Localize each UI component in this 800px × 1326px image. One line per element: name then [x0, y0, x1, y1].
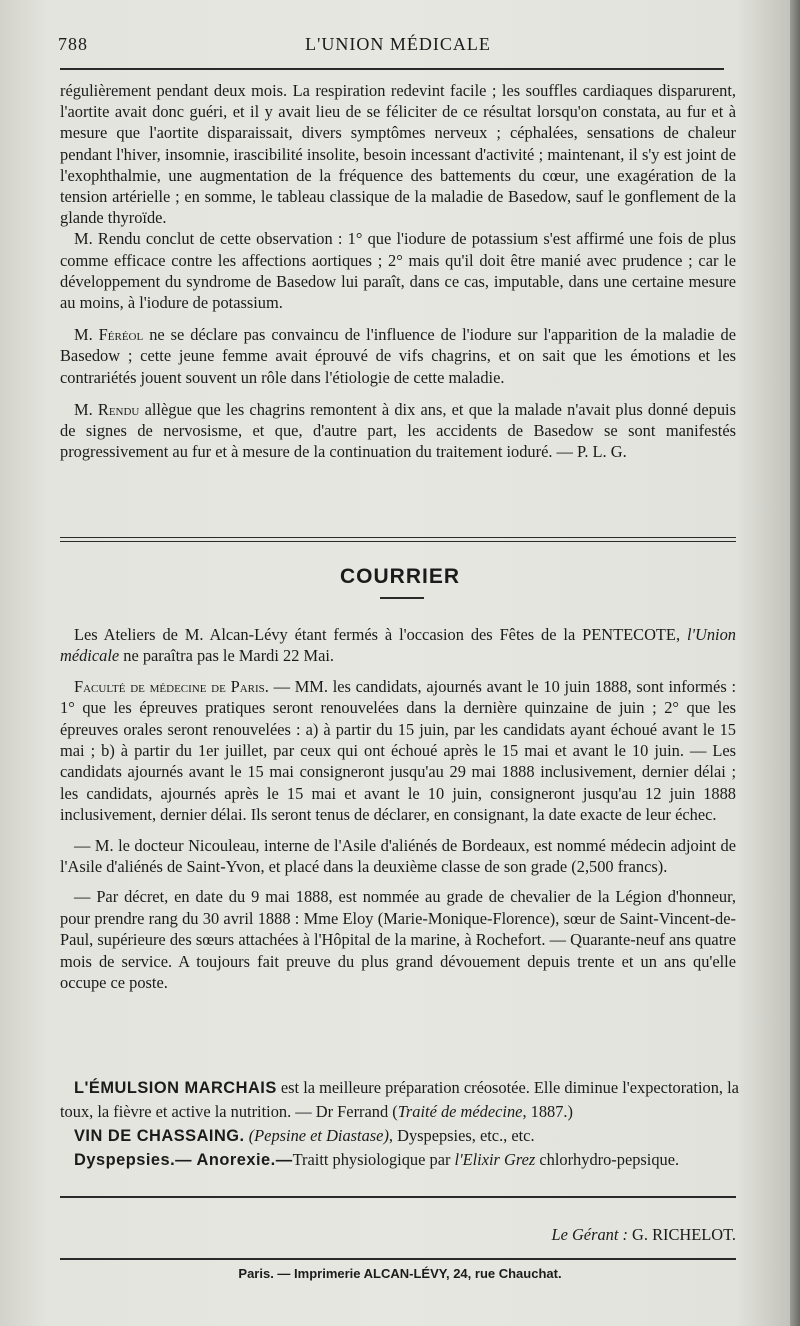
courrier-body [60, 624, 736, 994]
footer-rule [60, 1196, 736, 1198]
printer-imprint: Paris. — Imprimerie ALCAN-LÉVY, 24, rue Chauchat. [238, 1266, 562, 1281]
faculty-heading: Faculté de médecine de Paris. [74, 676, 269, 696]
article-paragraph: M. Rendu conclut de cette observation : 1° que l'iodure de potassium s'est affirmé une fois de plus comme efficace contre les affections aortiques ; 2° mais qu'il doit être manié avec prudence ; car le développement du syndrome de Basedow lui paraît, dans ce cas, imputable, dans une certaine mesure au moins, à l'iodure de potassium. [60, 229, 736, 313]
article-paragraph: régulièrement pendant deux mois. La respiration redevint facile ; les souffles cardiaques disparurent, l'aortite avait donc guéri, et il y avait lieu de se féliciter de ce résultat lorsqu'on constata, au fur et à mesure que l'aortite disparaissait, divers symptômes nerveux ; céphalées, sensations de chaleur pendant l'hiver, insomnie, irascibilité insolite, besoin incessant d'activité ; maintenant, il s'y est joint de l'exophthalmie, une augmentation de la fréquence des battements du cœur, une exagération de la tension artérielle ; en somme, le tableau classique de la maladie de Basedow, sauf le gonflement de la glande thyroïde. [60, 81, 736, 228]
news-paragraph: — Par décret, en date du 9 mai 1888, est nommée au grade de chevalier de la Légion d'honneur, pour prendre rang du 30 avril 1888 : Mme Eloy (Marie-Monique-Florence), sœur de Saint-Vincent-de-Paul, supérieure des sœurs attachées à l'Hôpital de la marine, à Rochefort. — Quarante-neuf ans quatre mois de service. A toujours fait preuve du plus grand dévouement depuis trente et un ans qu'elle occupe ce poste. [60, 887, 736, 993]
title-rule [380, 597, 424, 599]
speaker-name: M. Rendu [74, 399, 140, 419]
page-edge-shadow [790, 0, 800, 1326]
ad-emulsion: L'ÉMULSION MARCHAIS est la meilleure préparation créosotée. Elle diminue l'expectoration, la toux, la fièvre et active la nutrition. — Dr Ferrand (Traité de médecine, 1887.) [60, 1078, 739, 1121]
page-header [58, 34, 738, 55]
ad-vin: VIN DE CHASSAING. (Pepsine et Diastase), Dyspepsies, etc., etc. [74, 1126, 535, 1145]
article-paragraph: M. Féréol ne se déclare pas convaincu de l'influence de l'iodure sur l'apparition de la maladie de Basedow ; cette jeune femme avait éprouvé de vifs chagrins, et on sait que les émotions et les contrariétés jouent souvent un rôle dans l'étiologie de cette maladie. [60, 325, 737, 387]
article-paragraph: M. Rendu allègue que les chagrins remontent à dix ans, et que la malade n'avait plus donné depuis de signes de nervosisme, et que, d'autre part, les accidents de Basedow se sont manifestés progressivement au fur et à mesure de la continuation du traitement ioduré. — P. L. G. [60, 399, 736, 462]
news-paragraph: Les Ateliers de M. Alcan-Lévy étant fermés à l'occasion des Fêtes de la PENTECOTE, l'Union médicale ne paraîtra pas le Mardi 22 Mai. [60, 625, 736, 666]
gerant-signature: Le Gérant : G. RICHELOT. [551, 1225, 736, 1244]
ad-elixir: Dyspepsies.— Anorexie.—Traitt physiologique par l'Elixir Grez chlorhydro-pepsique. [74, 1150, 680, 1169]
journal-title: L'UNION MÉDICALE [305, 34, 491, 54]
news-paragraph: Faculté de médecine de Paris. — MM. les candidats, ajournés avant le 10 juin 1888, sont informés : 1° que les épreuves pratiques seront renouvelées dans la dernière quinzaine de juin ; 2° que les épreuves orales seront renouvelées : a) à partir du 15 juin, par les candidats ayant échoué avant le 15 mai ; b) à partir du 1er juillet, par ceux qui ont échoué après le 15 mai et avant le 10 juin. — Les candidats ajournés avant le 15 mai consigneront jusqu'au 29 mai 1888 inclusivement, dernier délai ; les candidats, ajournés après le 15 mai et avant le 10 juin, consigneront jusqu'au 12 juin 1888 inclusivement, dernier délai. Ils seront tenus de déclarer, en consignant, la date exacte de leur échec. [60, 676, 736, 825]
section-divider [60, 537, 736, 542]
speaker-name: M. Féréol [74, 325, 144, 345]
article-body [60, 80, 736, 462]
news-paragraph: — M. le docteur Nicouleau, interne de l'Asile d'aliénés de Bordeaux, est nommé médecin adjoint de l'Asile d'aliénés de Saint-Yvon, et placé dans la deuxième classe de son grade (2,500 francs). [60, 835, 736, 877]
page-number: 788 [58, 34, 88, 54]
footer-rule [60, 1258, 736, 1260]
header-rule [60, 68, 724, 70]
section-title: COURRIER [339, 565, 460, 588]
advertisements [60, 1076, 740, 1172]
